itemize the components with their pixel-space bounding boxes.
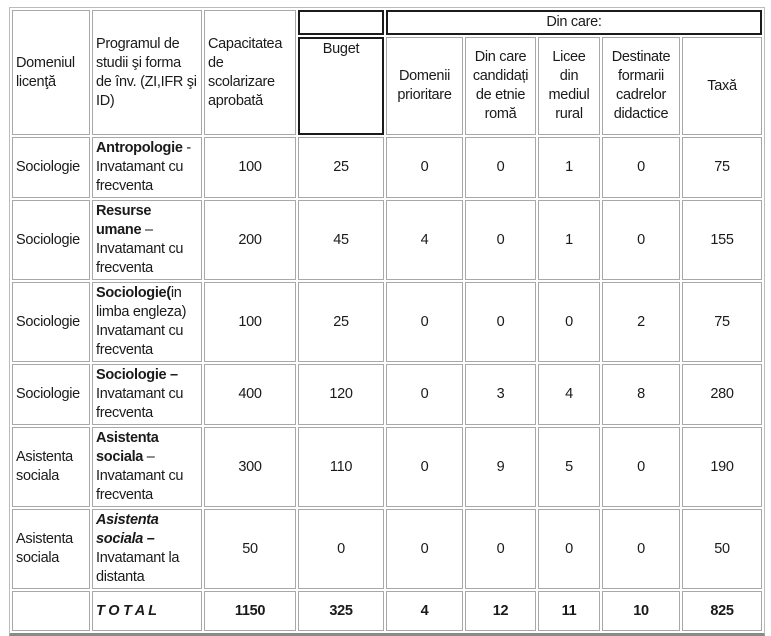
cell-cadre-didactice: 0	[602, 200, 680, 280]
cell-buget: 0	[298, 509, 384, 589]
cell-domain: Sociologie	[12, 200, 90, 280]
cell-program	[92, 427, 202, 507]
header-buget: Buget	[298, 37, 384, 135]
total-etnie-roma: 12	[465, 591, 536, 631]
program-name: Asistenta sociala –	[96, 512, 159, 547]
header-candidati-etnie-roma: Din care candidați de etnie romă	[465, 37, 536, 135]
cell-buget: 45	[298, 200, 384, 280]
cell-buget: 25	[298, 137, 384, 198]
cell-cadre-didactice: 0	[602, 509, 680, 589]
program-form: - Invatamant cu frecventa	[96, 140, 191, 194]
cell-etnie-roma: 0	[465, 282, 536, 362]
cell-program	[92, 200, 202, 280]
cell-etnie-roma: 0	[465, 137, 536, 198]
cell-buget: 110	[298, 427, 384, 507]
header-programul-studii: Programul de studii şi forma de înv. (ZI,IFR şi ID)	[92, 10, 202, 135]
cell-capacity: 300	[204, 427, 296, 507]
program-form: Invatamant la distanta	[96, 550, 180, 585]
cell-etnie-roma: 0	[465, 509, 536, 589]
header-taxa: Taxă	[682, 37, 762, 135]
total-capacity: 1150	[204, 591, 296, 631]
program-form: – Invatamant cu frecventa	[96, 222, 184, 276]
header-destinate-formarii: Destinate formarii cadrelor didactice	[602, 37, 680, 135]
header-row-top	[12, 10, 762, 35]
cell-domenii-prioritare: 0	[386, 427, 463, 507]
cell-cadre-didactice: 0	[602, 427, 680, 507]
cell-capacity: 50	[204, 509, 296, 589]
cell-licee-rural: 4	[538, 364, 600, 425]
header-din-care: Din care:	[386, 10, 762, 35]
cell-buget: 120	[298, 364, 384, 425]
cell-domenii-prioritare: 0	[386, 282, 463, 362]
cell-domenii-prioritare: 0	[386, 509, 463, 589]
cell-taxa: 280	[682, 364, 762, 425]
program-name: Resurse umane	[96, 203, 152, 238]
table-row-sociologie-engleza	[12, 282, 762, 362]
cell-domain: Sociologie	[12, 137, 90, 198]
cell-taxa: 75	[682, 137, 762, 198]
table-row-resurse-umane	[12, 200, 762, 280]
total-buget: 325	[298, 591, 384, 631]
program-form: – Invatamant cu frecventa	[96, 449, 184, 503]
cell-capacity: 100	[204, 282, 296, 362]
header-domenii-prioritare: Domenii prioritare	[386, 37, 463, 135]
cell-domain-empty	[12, 591, 90, 631]
program-name: Asistenta sociala	[96, 430, 159, 465]
cell-licee-rural: 5	[538, 427, 600, 507]
cell-capacity: 100	[204, 137, 296, 198]
program-form: in limba engleza) Invatamant cu frecventa	[96, 285, 187, 358]
total-domenii-prioritare: 4	[386, 591, 463, 631]
cell-program	[92, 137, 202, 198]
cell-domenii-prioritare: 0	[386, 364, 463, 425]
program-name: Sociologie(	[96, 285, 171, 301]
cell-cadre-didactice: 0	[602, 137, 680, 198]
header-domeniul-licenta: Domeniul licenţă	[12, 10, 90, 135]
cell-taxa: 190	[682, 427, 762, 507]
admissions-table-container	[9, 7, 765, 636]
total-cadre-didactice: 10	[602, 591, 680, 631]
table-row-asistenta-sociala-frecventa	[12, 427, 762, 507]
cell-capacity: 200	[204, 200, 296, 280]
table-row-antropologie	[12, 137, 762, 198]
cell-licee-rural: 1	[538, 200, 600, 280]
program-name: Sociologie –	[96, 367, 178, 383]
total-licee-rural: 11	[538, 591, 600, 631]
cell-cadre-didactice: 2	[602, 282, 680, 362]
cell-domenii-prioritare: 4	[386, 200, 463, 280]
cell-licee-rural: 0	[538, 509, 600, 589]
cell-program	[92, 282, 202, 362]
cell-licee-rural: 1	[538, 137, 600, 198]
program-form: Invatamant cu frecventa	[96, 386, 184, 421]
header-capacitatea: Capacitatea de scolarizare aprobată	[204, 10, 296, 135]
table-row-asistenta-sociala-distanta	[12, 509, 762, 589]
cell-taxa: 50	[682, 509, 762, 589]
program-name: Antropologie	[96, 140, 183, 156]
total-label: T O T A L	[92, 591, 202, 631]
cell-taxa: 155	[682, 200, 762, 280]
cell-etnie-roma: 0	[465, 200, 536, 280]
cell-domain: Asistenta sociala	[12, 427, 90, 507]
cell-etnie-roma: 3	[465, 364, 536, 425]
table-row-total	[12, 591, 762, 631]
cell-program	[92, 509, 202, 589]
cell-domain: Sociologie	[12, 282, 90, 362]
cell-domain: Sociologie	[12, 364, 90, 425]
total-taxa: 825	[682, 591, 762, 631]
cell-program	[92, 364, 202, 425]
cell-buget: 25	[298, 282, 384, 362]
cell-domenii-prioritare: 0	[386, 137, 463, 198]
cell-taxa: 75	[682, 282, 762, 362]
cell-domain: Asistenta sociala	[12, 509, 90, 589]
table-row-sociologie	[12, 364, 762, 425]
cell-capacity: 400	[204, 364, 296, 425]
header-licee-mediul-rural: Licee din mediul rural	[538, 37, 600, 135]
cell-licee-rural: 0	[538, 282, 600, 362]
cell-etnie-roma: 9	[465, 427, 536, 507]
cell-cadre-didactice: 8	[602, 364, 680, 425]
header-empty-cell	[298, 10, 384, 35]
admissions-capacity-table	[10, 8, 764, 633]
